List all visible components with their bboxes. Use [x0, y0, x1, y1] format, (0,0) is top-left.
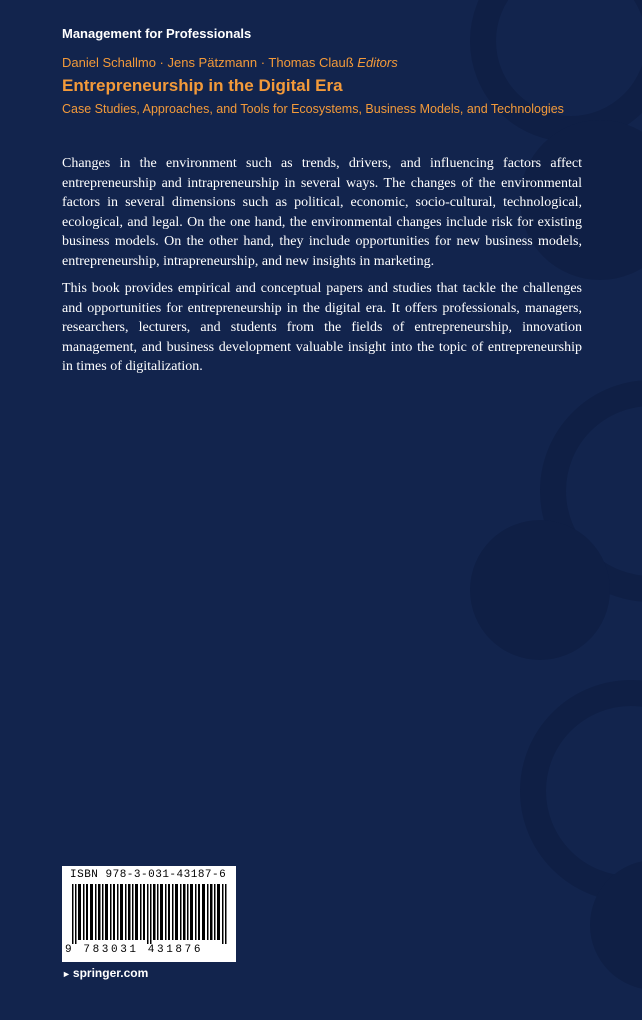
decorative-circle — [470, 520, 610, 660]
editors-line — [62, 55, 398, 70]
blurb-paragraph-2: This book provides empirical and conceptual papers and studies that tackle the challenges and opportunities for entrepreneurship in the digital era. It offers professionals, managers, researchers, lecturers, and students from the fields of entrepreneurship, innovation management, and business development valuable insight into the topic of entrepreneurship in times of digitalization. — [62, 281, 582, 374]
isbn-barcode-box — [62, 866, 236, 962]
editor-names: Daniel Schallmo · Jens Pätzmann · Thomas Clauß — [62, 55, 354, 70]
series-title: Management for Professionals — [62, 26, 252, 41]
book-title: Entrepreneurship in the Digital Era — [62, 76, 343, 95]
barcode-icon — [72, 884, 228, 944]
barcode-digits: 9 783031 431876 — [65, 944, 204, 956]
publisher-link[interactable] — [62, 966, 148, 980]
triangle-right-icon: ► — [62, 969, 71, 979]
isbn-label: ISBN 978-3-031-43187-6 — [70, 869, 227, 881]
blurb-paragraph-1: Changes in the environment such as trends, drivers, and influencing factors affect entrepreneurship and intrapreneurship in several ways. The changes of the environmental factors in several dimensions such as political, economic, socio-cultural, technological, ecological, and legal. On the one hand, the environmental changes include risk for existing business models. On the other hand, they include opportunities for new business models, entrepreneurship, intrapreneurship, and new insights in marketing. — [62, 156, 582, 269]
editors-role: Editors — [357, 55, 398, 70]
book-subtitle: Case Studies, Approaches, and Tools for Ecosystems, Business Models, and Technologies — [62, 102, 564, 116]
blurb — [62, 154, 582, 385]
publisher-url: springer.com — [72, 966, 149, 980]
